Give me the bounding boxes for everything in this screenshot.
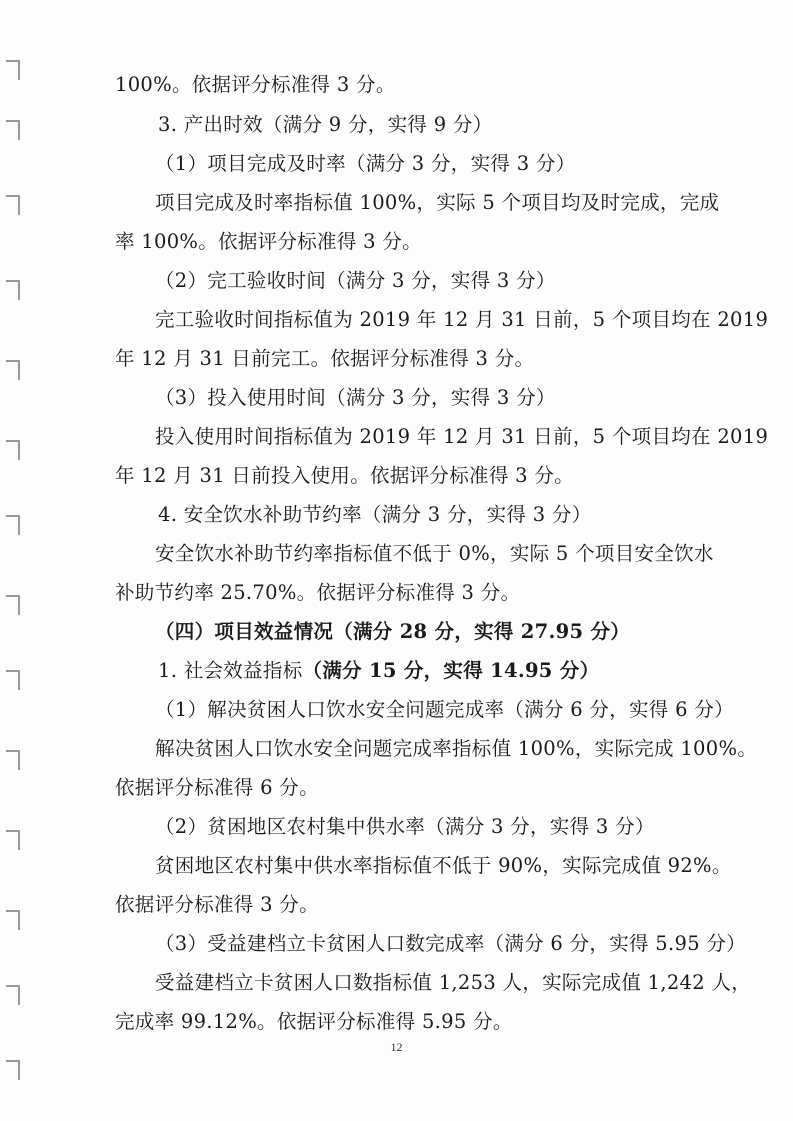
- paragraph-line: 率 100%。依据评分标准得 3 分。: [115, 230, 422, 253]
- paragraph-line: 完工验收时间指标值为 2019 年 12 月 31 日前，5 个项目均在 2019: [155, 308, 769, 331]
- paragraph-line: 年 12 月 31 日前完工。依据评分标准得 3 分。: [115, 347, 535, 370]
- paragraph-line: 完成率 99.12%。依据评分标准得 5.95 分。: [115, 1010, 513, 1033]
- subsection-heading: （2）贫困地区农村集中供水率（满分 3 分，实得 3 分）: [155, 815, 655, 838]
- paragraph-line: 贫困地区农村集中供水率指标值不低于 90%，实际完成值 92%。: [155, 854, 732, 877]
- paragraph-line: 补助节约率 25.70%。依据评分标准得 3 分。: [115, 581, 521, 604]
- subsection-heading: （2）完工验收时间（满分 3 分，实得 3 分）: [155, 269, 556, 292]
- subsection-heading: （1）项目完成及时率（满分 3 分，实得 3 分）: [155, 152, 576, 175]
- paragraph-line: 依据评分标准得 6 分。: [115, 776, 319, 799]
- chapter-heading: （四）项目效益情况（满分 28 分，实得 27.95 分）: [155, 620, 631, 643]
- paragraph-line: 项目完成及时率指标值 100%，实际 5 个项目均及时完成，完成: [155, 191, 720, 214]
- paragraph-line: 安全饮水补助节约率指标值不低于 0%，实际 5 个项目安全饮水: [155, 542, 714, 565]
- subsection-heading: （1）解决贫困人口饮水安全问题完成率（满分 6 分，实得 6 分）: [155, 698, 734, 721]
- section-heading: 4. 安全饮水补助节约率（满分 3 分，实得 3 分）: [158, 503, 592, 526]
- paragraph-line: 100%。依据评分标准得 3 分。: [115, 73, 396, 96]
- paragraph-line: 受益建档立卡贫困人口数指标值 1,253 人，实际完成值 1,242 人，: [155, 971, 752, 994]
- section-score: （满分 15 分，实得 14.95 分）: [302, 659, 600, 682]
- section-heading: 3. 产出时效（满分 9 分，实得 9 分）: [158, 113, 493, 136]
- paragraph-line: 投入使用时间指标值为 2019 年 12 月 31 日前，5 个项目均在 2019: [155, 425, 769, 448]
- subsection-heading: （3）受益建档立卡贫困人口数完成率（满分 6 分，实得 5.95 分）: [155, 932, 747, 955]
- section-heading: [0, 656, 793, 686]
- section-title: 1. 社会效益指标: [158, 659, 303, 682]
- paragraph-line: 依据评分标准得 3 分。: [115, 893, 319, 916]
- paragraph-line: 年 12 月 31 日前投入使用。依据评分标准得 3 分。: [115, 464, 574, 487]
- binding-mark: [6, 1060, 20, 1080]
- page-number: 12: [390, 1040, 403, 1054]
- paragraph-line: 解决贫困人口饮水安全问题完成率指标值 100%，实际完成 100%。: [155, 737, 758, 760]
- subsection-heading: （3）投入使用时间（满分 3 分，实得 3 分）: [155, 386, 556, 409]
